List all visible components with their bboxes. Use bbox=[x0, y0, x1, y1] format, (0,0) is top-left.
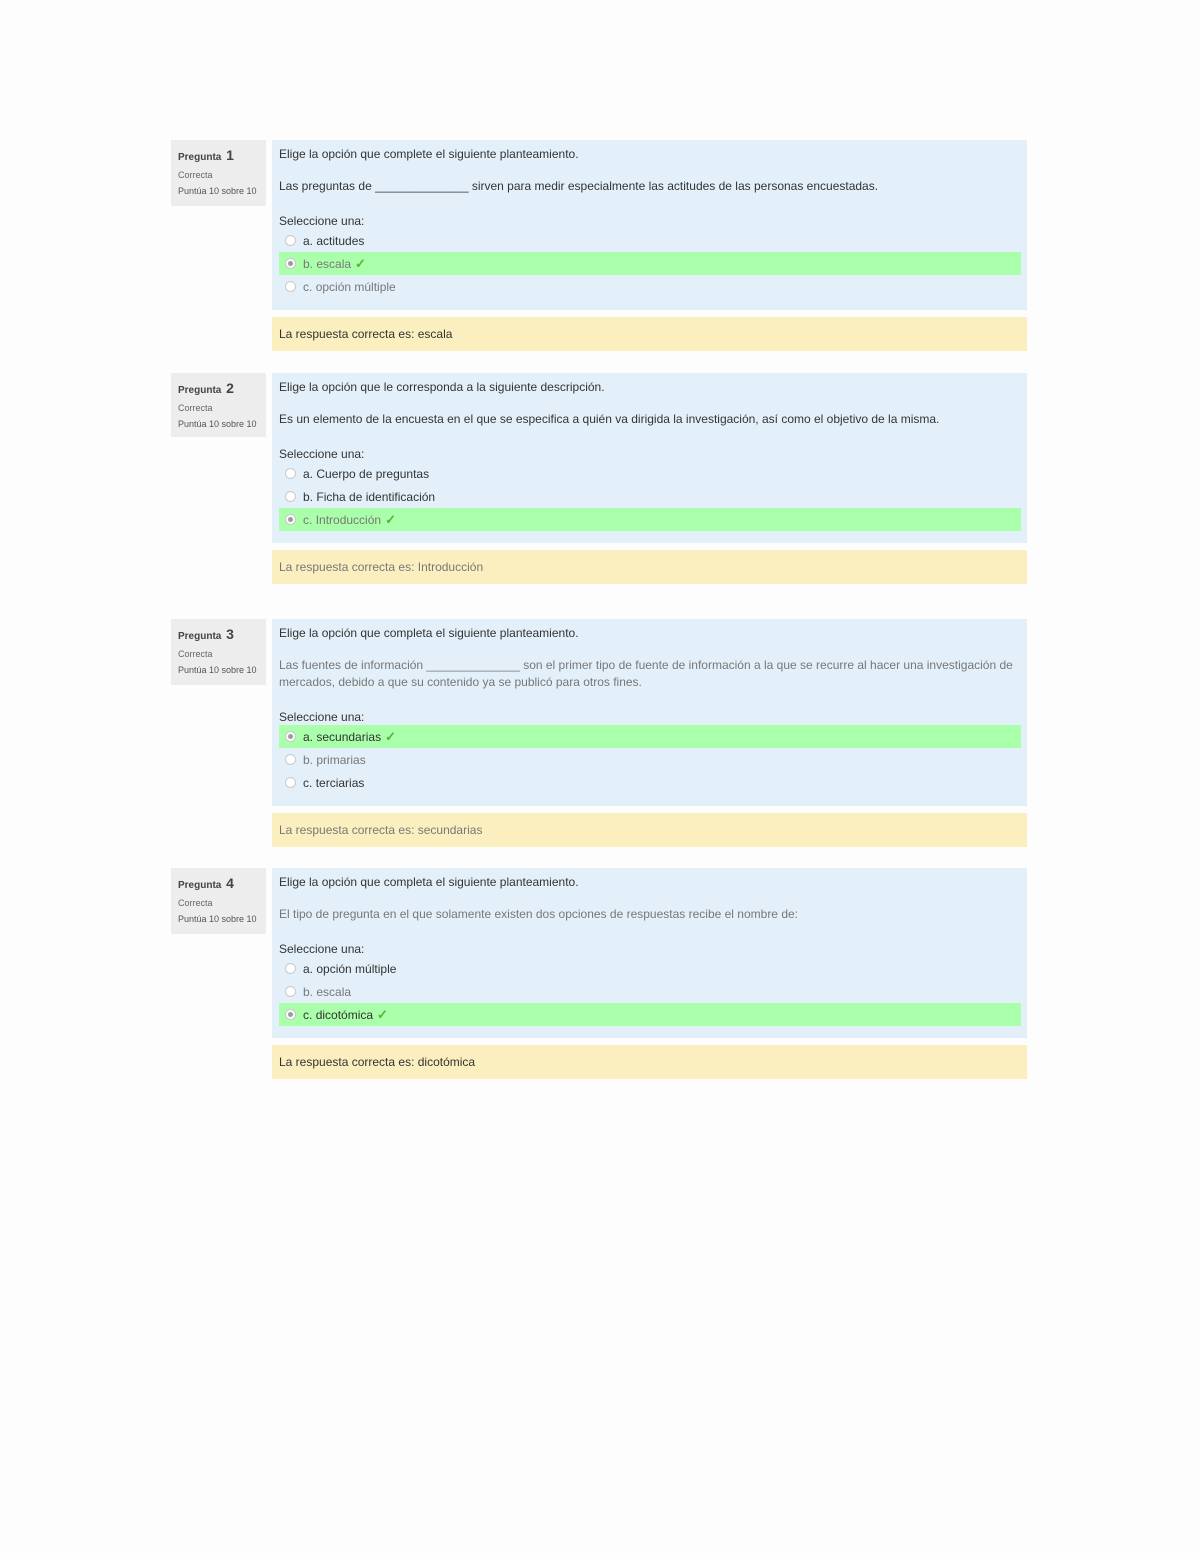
answer-option-c[interactable] bbox=[279, 1003, 1021, 1026]
answer-option-b[interactable] bbox=[279, 485, 1021, 508]
radio-button[interactable] bbox=[285, 491, 296, 502]
answer-prompt: Seleccione una: bbox=[279, 447, 365, 461]
check-icon: ✓ bbox=[377, 1006, 388, 1022]
radio-button[interactable] bbox=[285, 754, 296, 765]
answer-letter: c. bbox=[303, 512, 313, 527]
answer-letter: b. bbox=[303, 256, 314, 271]
question-formulation bbox=[272, 868, 1027, 1038]
answer-option-a[interactable] bbox=[279, 229, 1021, 252]
check-icon: ✓ bbox=[385, 511, 396, 527]
answer-list bbox=[279, 725, 1021, 794]
answer-text: Ficha de identificación bbox=[316, 489, 436, 504]
answer-letter: c. bbox=[303, 1007, 313, 1022]
question-formulation bbox=[272, 373, 1027, 543]
radio-button[interactable] bbox=[285, 468, 296, 479]
answer-option-b[interactable] bbox=[279, 748, 1021, 771]
answer-text: terciarias bbox=[315, 775, 365, 790]
answer-letter: b. bbox=[303, 984, 314, 999]
question-number-line bbox=[178, 379, 260, 400]
correct-answer-feedback: La respuesta correcta es: dicotómica bbox=[272, 1045, 1027, 1079]
answer-letter: c. bbox=[303, 279, 313, 294]
radio-button-selected[interactable] bbox=[285, 514, 296, 525]
answer-option-c[interactable] bbox=[279, 275, 1021, 298]
answer-text: opción múltiple bbox=[316, 961, 397, 976]
question-number: 4 bbox=[226, 875, 234, 891]
correct-answer-feedback: La respuesta correcta es: Introducción bbox=[272, 550, 1027, 584]
answer-text: dicotómica bbox=[315, 1007, 374, 1022]
question-label: Pregunta bbox=[178, 385, 222, 396]
answer-letter: c. bbox=[303, 775, 313, 790]
answer-letter: a. bbox=[303, 961, 314, 976]
question-content bbox=[272, 619, 1027, 847]
answer-letter: b. bbox=[303, 752, 314, 767]
answer-prompt: Seleccione una: bbox=[279, 942, 365, 956]
question-state: Correcta bbox=[178, 649, 213, 659]
question-label: Pregunta bbox=[178, 880, 222, 891]
question-grade: Puntúa 10 sobre 10 bbox=[178, 665, 257, 675]
answer-list bbox=[279, 462, 1021, 531]
answer-text: primarias bbox=[316, 752, 366, 767]
correct-answer-feedback: La respuesta correcta es: escala bbox=[272, 317, 1027, 351]
question-content bbox=[272, 140, 1027, 351]
answer-option-a[interactable] bbox=[279, 725, 1021, 748]
question-formulation bbox=[272, 140, 1027, 310]
question-grade: Puntúa 10 sobre 10 bbox=[178, 914, 257, 924]
radio-button-selected[interactable] bbox=[285, 731, 296, 742]
question-intro: Elige la opción que completa el siguiente planteamiento. bbox=[279, 875, 579, 889]
answer-letter: a. bbox=[303, 466, 314, 481]
radio-button[interactable] bbox=[285, 986, 296, 997]
radio-button[interactable] bbox=[285, 235, 296, 246]
answer-text: escala bbox=[316, 984, 352, 999]
answer-option-b[interactable] bbox=[279, 980, 1021, 1003]
question-intro: Elige la opción que le corresponda a la siguiente descripción. bbox=[279, 380, 605, 394]
answer-letter: b. bbox=[303, 489, 314, 504]
question-info bbox=[171, 868, 266, 934]
question-formulation bbox=[272, 619, 1027, 806]
answer-prompt: Seleccione una: bbox=[279, 710, 365, 724]
question-label: Pregunta bbox=[178, 152, 222, 163]
answer-text: Cuerpo de preguntas bbox=[316, 466, 430, 481]
check-icon: ✓ bbox=[355, 255, 366, 271]
answer-option-a[interactable] bbox=[279, 462, 1021, 485]
answer-list bbox=[279, 229, 1021, 298]
answer-text: actitudes bbox=[316, 233, 365, 248]
radio-button[interactable] bbox=[285, 963, 296, 974]
question-grade: Puntúa 10 sobre 10 bbox=[178, 186, 257, 196]
answer-letter: a. bbox=[303, 233, 314, 248]
answer-option-c[interactable] bbox=[279, 771, 1021, 794]
question-state: Correcta bbox=[178, 170, 213, 180]
question-text: El tipo de pregunta en el que solamente existen dos opciones de respuestas recibe el nombre de: bbox=[279, 907, 798, 921]
question-grade: Puntúa 10 sobre 10 bbox=[178, 419, 257, 429]
answer-text: escala bbox=[316, 256, 352, 271]
answer-text: Introducción bbox=[315, 512, 382, 527]
question-info bbox=[171, 140, 266, 206]
question-number: 2 bbox=[226, 380, 234, 396]
radio-button-selected[interactable] bbox=[285, 1009, 296, 1020]
question-info bbox=[171, 619, 266, 685]
check-icon: ✓ bbox=[385, 728, 396, 744]
radio-button[interactable] bbox=[285, 281, 296, 292]
answer-option-b[interactable] bbox=[279, 252, 1021, 275]
answer-option-a[interactable] bbox=[279, 957, 1021, 980]
question-number-line bbox=[178, 874, 260, 895]
question-content bbox=[272, 868, 1027, 1079]
question-text: Las fuentes de información ______________ son el primer tipo de fuente de información a la que se recurre al hacer una investigación de mercados, debido a que su contenido ya se publicó para otros fines. bbox=[279, 658, 1013, 689]
radio-button[interactable] bbox=[285, 777, 296, 788]
question-text: Es un elemento de la encuesta en el que se especifica a quién va dirigida la investigación, así como el objetivo de la misma. bbox=[279, 412, 940, 426]
question-label: Pregunta bbox=[178, 631, 222, 642]
answer-prompt: Seleccione una: bbox=[279, 214, 365, 228]
question-number: 1 bbox=[226, 147, 234, 163]
question-number-line bbox=[178, 625, 260, 646]
answer-option-c[interactable] bbox=[279, 508, 1021, 531]
answer-text: secundarias bbox=[316, 729, 382, 744]
question-intro: Elige la opción que complete el siguiente planteamiento. bbox=[279, 147, 579, 161]
question-intro: Elige la opción que completa el siguiente planteamiento. bbox=[279, 626, 579, 640]
question-content bbox=[272, 373, 1027, 584]
question-number-line bbox=[178, 146, 260, 167]
question-number: 3 bbox=[226, 626, 234, 642]
question-info bbox=[171, 373, 266, 437]
radio-button-selected[interactable] bbox=[285, 258, 296, 269]
correct-answer-feedback: La respuesta correcta es: secundarias bbox=[272, 813, 1027, 847]
question-state: Correcta bbox=[178, 403, 213, 413]
answer-text: opción múltiple bbox=[315, 279, 396, 294]
answer-list bbox=[279, 957, 1021, 1026]
question-text: Las preguntas de ______________ sirven para medir especialmente las actitudes de las personas encuestadas. bbox=[279, 179, 879, 193]
question-state: Correcta bbox=[178, 898, 213, 908]
answer-letter: a. bbox=[303, 729, 314, 744]
